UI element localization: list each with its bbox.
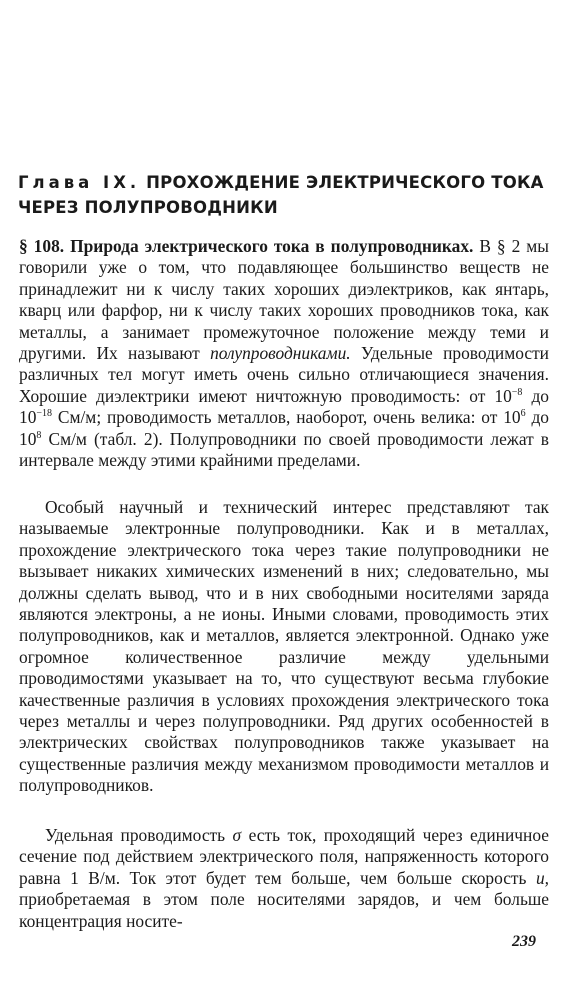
chapter-title-line2: ЧЕРЕЗ ПОЛУПРОВОДНИКИ (18, 198, 278, 217)
symbol-u: u, (535, 867, 549, 888)
chapter-title-line1: ПРОХОЖДЕНИЕ ЭЛЕКТРИЧЕСКОГО ТОКА (146, 173, 544, 192)
paragraph-2: Особый научный и технический интерес представляют так называемые электронные полупроводники. Как и в металлах, прохождение электрического тока через такие полупроводники не вызывает никаких химических изменений в них; следовательно, мы должны сделать вывод, что и в них свободными носителями заряда являются электроны, а не ионы. Иными словами, проводимость этих полупроводников, как и металлов, является электронной. Однако уже огромное количественное различие между удельными проводимостями указывает на то, что существуют весьма глубокие качественные различия в условиях прохождения электрического тока через металлы и через полупроводники. Ряд других особенностей в электрических свойствах полупроводников также указывает на существенные различия между механизмом проводимости металлов и полупроводников. (19, 497, 549, 796)
symbol-sigma: σ (232, 825, 242, 845)
paragraph-3 (19, 825, 549, 932)
p3-text-a: Удельная проводимость (45, 825, 226, 845)
paragraph-1 (19, 236, 549, 471)
term-semiconductors: полупроводниками. (210, 343, 351, 364)
chapter-label: Глава IX. (18, 173, 141, 192)
exponent-3: 6 (520, 408, 526, 420)
chapter-heading (18, 170, 553, 220)
p1-text-a: В § 2 мы говорили уже о том, что подавляющее большинство веществ не принадлежит ни к числу таких хороших диэлектриков, как янтарь, кварц или фарфор, ни к числу таких хороших проводников тока, как металлы, а занимает промежуточное положение между теми и другими. Их называют (19, 236, 549, 364)
p1-text-e: до 10 (19, 407, 549, 449)
p1-text-f: См/м (табл. 2). Полупроводники по своей проводимости лежат в интервале между этими крайними пределами. (19, 428, 549, 471)
exponent-1: −8 (511, 387, 523, 399)
section-title: Природа электрического тока в полупроводниках. (70, 236, 474, 256)
p3-text-b: есть ток, проходящий через единичное сечение под действием электрического поля, напряженность которого равна 1 В/м. Ток этот будет тем больше, чем больше скорость (19, 825, 549, 888)
exponent-4: 8 (36, 429, 42, 441)
exponent-2: −18 (36, 408, 53, 420)
page-number: 239 (512, 933, 536, 950)
section-number: § 108. (19, 236, 65, 256)
p1-text-d: См/м; проводимость металлов, наоборот, очень велика: от 10 (57, 407, 521, 428)
p3-text-c: приобретаемая в этом поле носителями зарядов, и чем больше концентрация носите- (19, 889, 549, 931)
p1-text-b: Удельные проводимости различных тел могут иметь очень сильно отличающиеся значения. Хорошие диэлектрики имеют ничтожную проводимость: от 10 (19, 343, 549, 406)
p1-text-c: до 10 (19, 385, 549, 428)
